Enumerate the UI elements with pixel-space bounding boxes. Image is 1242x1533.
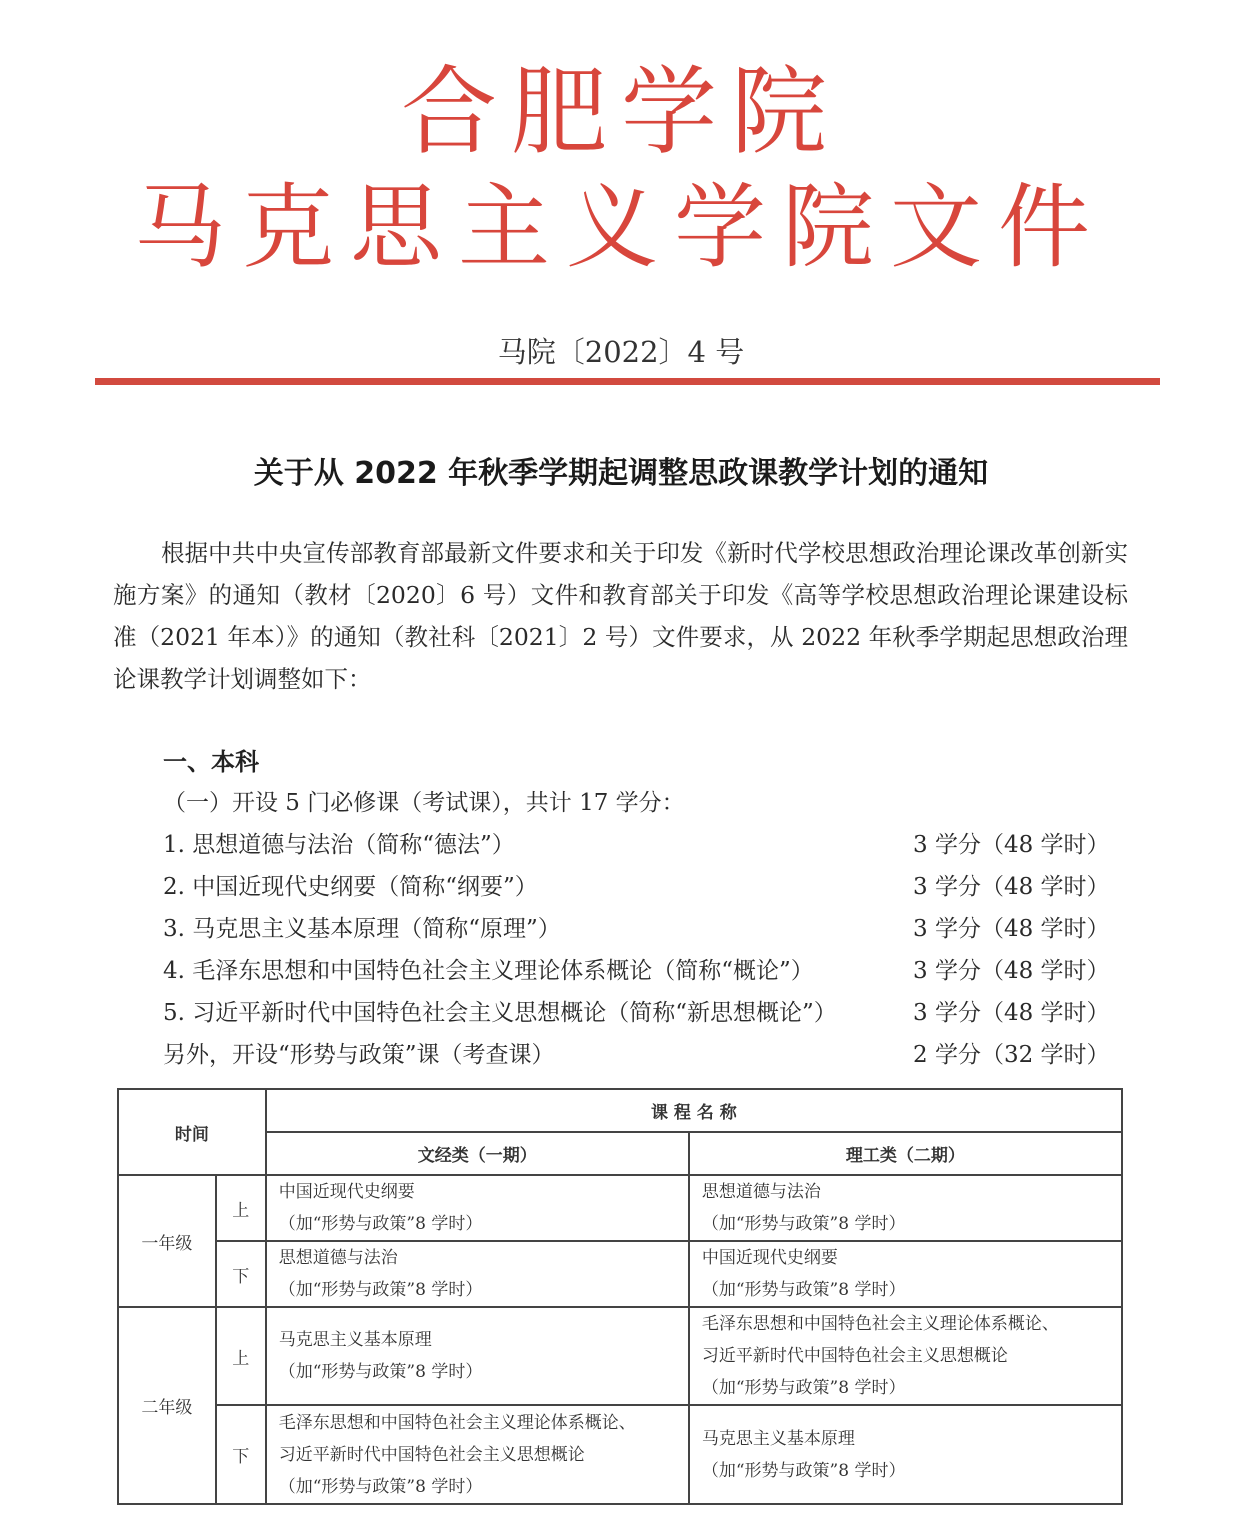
course-credits: 3 学分（48 学时） — [913, 832, 1110, 858]
course-name: 另外，开设“形势与政策”课（考查课） — [163, 1042, 555, 1068]
table-row — [118, 1241, 1122, 1307]
schedule-table — [117, 1088, 1123, 1505]
time-header: 时间 — [118, 1089, 266, 1175]
intro-paragraph: 根据中共中央宣传部教育部最新文件要求和关于印发《新时代学校思想政治理论课改革创新实施方案》的通知（教材〔2020〕6 号）文件和教育部关于印发《高等学校思想政治理论课建设标准（2021 年本）》的通知（教社科〔2021〕2 号）文件要求，从 2022 年秋季学期起思想政治理论课教学计划调整如下： — [113, 539, 1128, 693]
table-cell: 中国近现代史纲要 （加“形势与政策”8 学时） — [266, 1175, 689, 1241]
course-line — [163, 950, 1110, 992]
course-name: 2. 中国近现代史纲要（简称“纲要”） — [163, 874, 538, 900]
col-liberal-arts-header: 文经类（一期） — [266, 1132, 689, 1175]
table-cell: 中国近现代史纲要 （加“形势与政策”8 学时） — [689, 1241, 1122, 1307]
table-row — [118, 1405, 1122, 1504]
notice-title: 关于从 2022 年秋季学期起调整思政课教学计划的通知 — [253, 456, 989, 491]
course-line — [163, 824, 1110, 866]
red-divider — [95, 378, 1160, 385]
course-name: 5. 习近平新时代中国特色社会主义思想概论（简称“新思想概论”） — [163, 1000, 837, 1026]
col-science-header: 理工类（二期） — [689, 1132, 1122, 1175]
term-upper: 上 — [216, 1175, 266, 1241]
table-cell: 毛泽东思想和中国特色社会主义理论体系概论、 习近平新时代中国特色社会主义思想概论 （加“形势与政策”8 学时） — [266, 1405, 689, 1504]
section-subheading — [163, 782, 1103, 824]
term-upper: 上 — [216, 1307, 266, 1405]
table-row — [118, 1175, 1122, 1241]
grade-2: 二年级 — [118, 1307, 216, 1504]
course-name: 4. 毛泽东思想和中国特色社会主义理论体系概论（简称“概论”） — [163, 958, 814, 984]
header-institution: 合肥学院 — [401, 56, 841, 168]
course-credits: 3 学分（48 学时） — [913, 916, 1110, 942]
course-credits: 3 学分（48 学时） — [913, 958, 1110, 984]
document-number: 马院〔2022〕4 号 — [497, 335, 745, 369]
subheading-text: （一）开设 5 门必修课（考试课），共计 17 学分： — [163, 790, 685, 816]
course-header: 课 程 名 称 — [266, 1089, 1122, 1132]
course-credits: 3 学分（48 学时） — [913, 1000, 1110, 1026]
term-lower: 下 — [216, 1241, 266, 1307]
table-cell: 思想道德与法治 （加“形势与政策”8 学时） — [266, 1241, 689, 1307]
term-lower: 下 — [216, 1405, 266, 1504]
course-line — [163, 908, 1110, 950]
table-cell: 马克思主义基本原理 （加“形势与政策”8 学时） — [266, 1307, 689, 1405]
header-document-title: 马克思主义学院文件 — [133, 174, 1106, 281]
course-line — [163, 1034, 1110, 1076]
course-name: 3. 马克思主义基本原理（简称“原理”） — [163, 916, 561, 942]
course-credits: 2 学分（32 学时） — [913, 1042, 1110, 1068]
section-heading: 一、本科 — [163, 748, 259, 776]
table-row — [118, 1307, 1122, 1405]
course-line — [163, 992, 1110, 1034]
table-cell: 毛泽东思想和中国特色社会主义理论体系概论、 习近平新时代中国特色社会主义思想概论 （加“形势与政策”8 学时） — [689, 1307, 1122, 1405]
course-name: 1. 思想道德与法治（简称“德法”） — [163, 832, 515, 858]
grade-1: 一年级 — [118, 1175, 216, 1307]
course-credits: 3 学分（48 学时） — [913, 874, 1110, 900]
table-cell: 思想道德与法治 （加“形势与政策”8 学时） — [689, 1175, 1122, 1241]
course-line — [163, 866, 1110, 908]
table-cell: 马克思主义基本原理 （加“形势与政策”8 学时） — [689, 1405, 1122, 1504]
